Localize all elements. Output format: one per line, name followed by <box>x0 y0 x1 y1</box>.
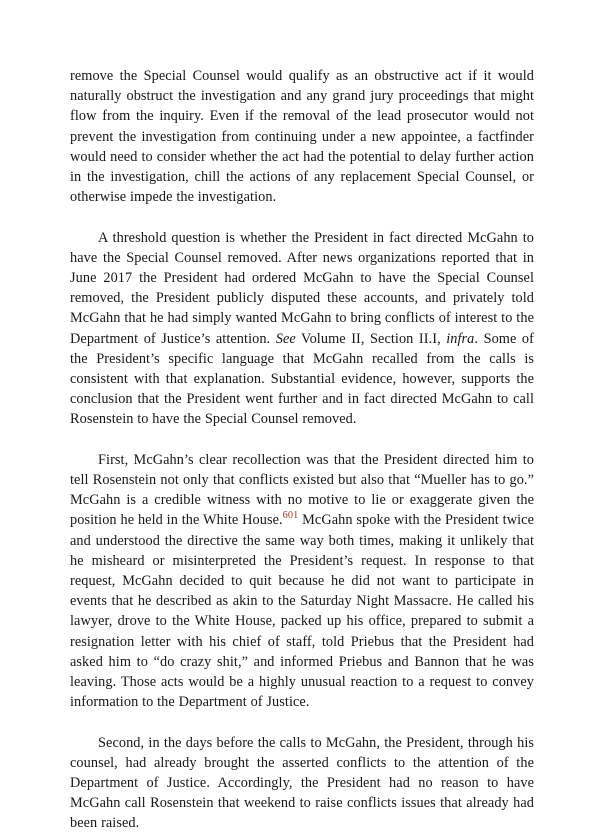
citation-signal-see: See <box>275 330 296 347</box>
footnote-reference-601[interactable]: 601 <box>282 510 299 522</box>
paragraph-2-run-1: A threshold question is whether the President in fact directed McGahn to have the Special Counsel removed. After news organizations reported that in June 2017 the President had ordered McGahn to have the Special Counsel removed, the President publicly disputed these accounts, and privately told McGahn that he had simply wanted McGahn to bring conflicts of interest to the Department of Justice’s attention. <box>70 229 534 347</box>
text-column <box>70 66 534 834</box>
paragraph-3-run-2: McGahn spoke with the President twice and understood the directive the same way both times, making it unlikely that he misheard or misinterpreted the President’s request. In response to that request, McGahn decided to quit because he did not want to participate in events that he described as akin to the Saturday Night Massacre. He called his lawyer, drove to the White House, packed up his office, prepared to submit a resignation letter with his chief of staff, told Priebus that the President had asked him to “do crazy shit,” and informed Priebus and Bannon that he was leaving. Those acts would be a highly unusual reaction to a request to convey information to the Department of Justice. <box>70 512 534 711</box>
citation-signal-infra: infra <box>446 330 475 347</box>
paragraph-1-text: remove the Special Counsel would qualify as an obstructive act if it would naturally obstruct the investigation and any grand jury proceedings that might flow from the inquiry. Even if the removal of the lead prosecutor would not prevent the investigation from continuing under a new appointee, a factfinder would need to consider whether the act had the potential to delay further action in the investigation, chill the actions of any replacement Special Counsel, or otherwise impede the investigation. <box>70 68 534 206</box>
paragraph-2-run-3: . Some of the President’s specific language that McGahn recalled from the calls is consistent with that explanation. Substantial evidence, however, supports the conclusion that the President went further and in fact directed McGahn to call Rosenstein to have the Special Counsel removed. <box>70 330 534 428</box>
paragraph-4-text: Second, in the days before the calls to McGahn, the President, through his counsel, had already brought the asserted conflicts to the attention of the Department of Justice. Accordingly, the President had no reason to have McGahn call Rosenstein that weekend to raise conflicts issues that already had been raised. <box>70 734 534 832</box>
paragraph-4 <box>70 733 534 834</box>
paragraph-3 <box>70 450 534 713</box>
paragraph-3-run-1: First, McGahn’s clear recollection was that the President directed him to tell Rosenstein not only that conflicts existed but also that “Mueller has to go.” McGahn is a credible witness with no motive to lie or exaggerate given the position he held in the White House. <box>70 451 534 529</box>
paragraph-1 <box>70 66 534 207</box>
paragraph-2-run-2: Volume II, Section II.I, <box>295 330 447 347</box>
paragraph-2 <box>70 228 534 430</box>
